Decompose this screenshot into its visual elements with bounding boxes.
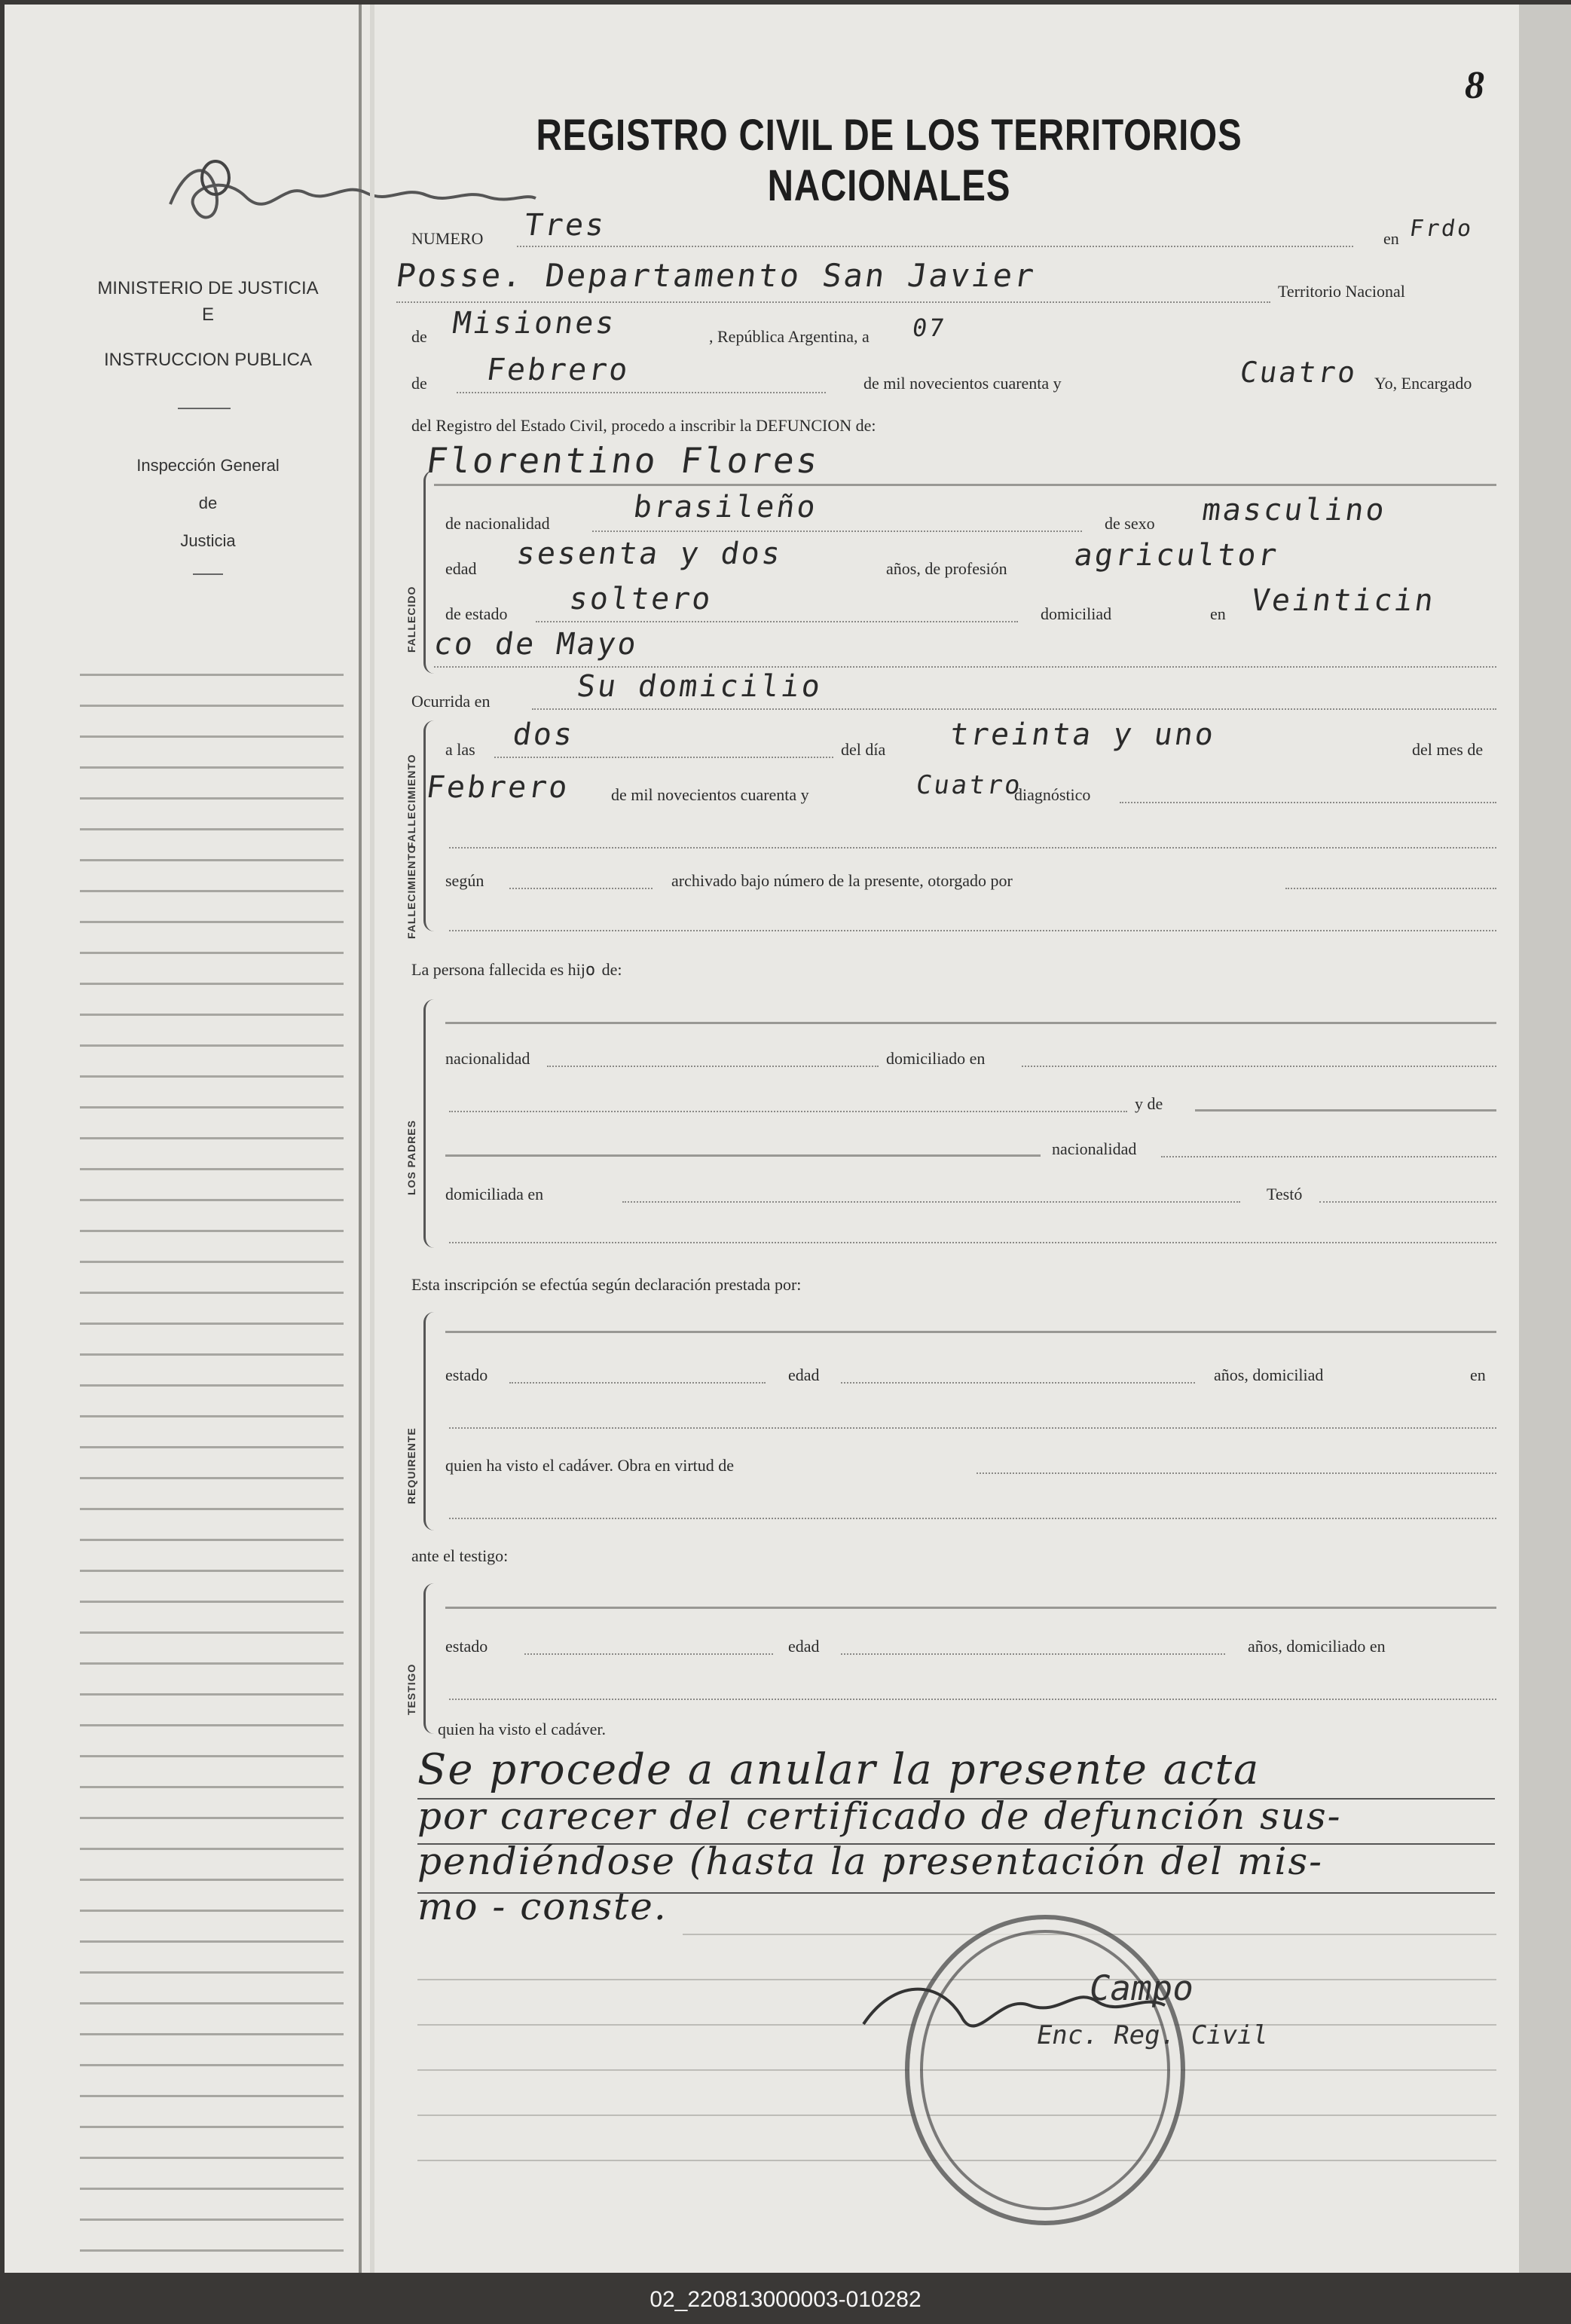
label-r-edad: edad	[788, 1365, 820, 1384]
dots	[517, 244, 1353, 247]
dots	[547, 1064, 879, 1067]
value-edad: sesenta y dos	[514, 537, 785, 571]
rule	[445, 1607, 1496, 1609]
label-profesion: años, de profesión	[886, 559, 1007, 578]
label-nacionalidad: de nacionalidad	[445, 514, 550, 533]
note-line-4: mo - conste.	[417, 1885, 668, 1928]
dots	[536, 619, 1018, 622]
sidebar-divider-2	[193, 573, 223, 575]
bracket-requirente	[423, 1312, 438, 1530]
value-dia-fall: treinta y uno	[947, 717, 1218, 752]
note-line-3: pendiéndose (hasta la presentación del mis-	[417, 1839, 1323, 1883]
value-estado: soltero	[567, 582, 715, 616]
sidebar-divider	[178, 408, 231, 409]
label-registro: del Registro del Estado Civil, procedo a inscribir la DEFUNCION de:	[411, 416, 876, 435]
dots	[449, 1697, 1496, 1700]
label-persona-fallecida	[411, 960, 622, 980]
value-anio: Cuatro	[1237, 356, 1360, 389]
persona-de-text: de:	[601, 960, 622, 979]
value-hora: dos	[510, 717, 577, 752]
dots	[434, 665, 1496, 668]
bracket-fallecimiento	[423, 720, 438, 931]
dots	[509, 1381, 766, 1384]
label-edad: edad	[445, 559, 477, 578]
side-label-padres: LOS PADRES	[405, 1120, 417, 1195]
ministry-line3: INSTRUCCION PUBLICA	[103, 350, 313, 370]
value-nombre: Florentino Flores	[423, 440, 823, 481]
dots	[532, 707, 1496, 710]
label-diagnostico: diagnóstico	[1014, 785, 1091, 804]
dots	[449, 1109, 1127, 1112]
registrar-signature: Campo	[1086, 1968, 1198, 2008]
rule	[1195, 1109, 1496, 1112]
margin-column	[5, 5, 362, 2273]
value-domicilio-a: Veinticin	[1249, 583, 1438, 618]
side-label-requirente: REQUIRENTE	[405, 1427, 417, 1504]
dots	[449, 928, 1496, 931]
value-hij-suffix: o	[585, 961, 598, 980]
label-en: en	[1383, 229, 1399, 248]
label-r-anos-dom: años, domiciliad	[1214, 1365, 1324, 1384]
label-segun: según	[445, 871, 484, 890]
label-r-en: en	[1470, 1365, 1486, 1384]
value-sexo: masculino	[1200, 493, 1389, 527]
value-en: Frdo	[1407, 216, 1475, 242]
side-label-testigo: TESTIGO	[405, 1663, 417, 1715]
label-del-dia: del día	[841, 740, 886, 759]
label-domiciliado: domiciliad	[1041, 604, 1112, 623]
persona-fallecida-text: La persona fallecida es hij	[411, 960, 585, 979]
side-label-fallecido: FALLECIDO	[405, 586, 417, 653]
dots	[1161, 1154, 1496, 1157]
label-ocurrida: Ocurrida en	[411, 692, 491, 711]
value-localidad: Posse. Departamento San Javier	[393, 257, 1039, 294]
registrar-title: Enc. Reg. Civil	[1034, 2020, 1271, 2050]
label-de: de	[411, 327, 427, 346]
label-t-cadaver: quien ha visto el cadáver.	[438, 1720, 606, 1738]
column-separator	[370, 5, 374, 2273]
label-t-estado: estado	[445, 1637, 488, 1656]
label-mil-cuarenta-2: de mil novecientos cuarenta y	[611, 785, 809, 804]
value-mes: Febrero	[484, 353, 632, 387]
page-number: 8	[1465, 64, 1484, 107]
dots	[1120, 800, 1496, 803]
dots	[1319, 1200, 1496, 1203]
ministry-line2: E	[201, 304, 214, 325]
margin-ruled-lines	[80, 645, 344, 2258]
value-ocurrida: Su domicilio	[574, 669, 825, 704]
label-testo: Testó	[1267, 1185, 1303, 1203]
rule	[445, 1022, 1496, 1024]
value-nacionalidad: brasileño	[631, 490, 820, 524]
dots	[457, 390, 826, 393]
label-t-edad: edad	[788, 1637, 820, 1656]
dots	[592, 529, 1082, 532]
label-y-de: y de	[1135, 1094, 1163, 1113]
label-republica: , República Argentina, a	[709, 327, 870, 346]
rule	[445, 1331, 1496, 1333]
label-t-anos-dom: años, domiciliado en	[1248, 1637, 1386, 1656]
note-line-2: por carecer del certificado de defunción sus-	[417, 1794, 1342, 1838]
value-mes-fall: Febrero	[423, 770, 572, 805]
label-de-2: de	[411, 374, 427, 393]
value-anio-fall: Cuatro	[914, 770, 1025, 800]
dots	[449, 1240, 1496, 1243]
value-dia: 07	[910, 313, 949, 342]
label-ante-testigo: ante el testigo:	[411, 1546, 509, 1565]
dots	[449, 1516, 1496, 1519]
label-domiciliada: domiciliada en	[445, 1185, 544, 1203]
bracket-padres	[423, 999, 438, 1248]
label-a-las: a las	[445, 740, 475, 759]
label-r-cadaver: quien ha visto el cadáver. Obra en virtud de	[445, 1456, 735, 1475]
registrar-signature-scribble	[848, 1934, 1270, 2084]
ministry-line1: MINISTERIO DE JUSTICIA	[97, 278, 319, 298]
label-mil-cuarenta: de mil novecientos cuarenta y	[863, 374, 1062, 393]
side-label-fallecimiento-1: FALLECIMIENTO	[405, 754, 417, 849]
dots	[1285, 886, 1496, 889]
label-sexo: de sexo	[1105, 514, 1155, 533]
value-numero: Tres	[521, 208, 609, 243]
label-territorio: Territorio Nacional	[1278, 282, 1405, 301]
bracket-testigo	[423, 1583, 438, 1734]
dots	[509, 886, 653, 889]
dots	[622, 1200, 1240, 1203]
label-en-dom: en	[1210, 604, 1226, 623]
inspection-line1: Inspección General	[136, 456, 280, 475]
rule	[434, 484, 1496, 486]
note-line-1: Se procede a anular la presente acta	[417, 1745, 1261, 1794]
label-yo-encargado: Yo, Encargado	[1374, 374, 1472, 393]
label-estado: de estado	[445, 604, 508, 623]
label-archivado: archivado bajo número de la presente, otorgado por	[671, 871, 1013, 890]
value-territorio: Misiones	[450, 306, 619, 341]
label-inscripcion: Esta inscripción se efectúa según declaración prestada por:	[411, 1275, 802, 1294]
inspection-line2: de	[198, 494, 218, 512]
label-numero: NUMERO	[411, 229, 484, 248]
label-p-nacionalidad-2: nacionalidad	[1052, 1139, 1137, 1158]
dots	[841, 1381, 1195, 1384]
rule	[445, 1154, 1041, 1157]
label-p-domiciliado: domiciliado en	[886, 1049, 986, 1068]
dots	[841, 1652, 1225, 1655]
dots	[1022, 1064, 1496, 1067]
dots	[396, 300, 1270, 303]
value-domicilio-b: co de Mayo	[431, 627, 641, 662]
page-title: REGISTRO CIVIL DE LOS TERRITORIOS NACIONALES	[536, 111, 1242, 210]
footer-image-id: 02_220813000003-010282	[649, 2287, 922, 2312]
side-label-fallecimiento-2: FALLECIMIENTO	[405, 844, 417, 939]
inspection-line3: Justicia	[180, 531, 236, 550]
value-profesion: agricultor	[1071, 538, 1282, 573]
dots	[977, 1471, 1496, 1474]
dots	[524, 1652, 773, 1655]
dots	[449, 1426, 1496, 1429]
label-del-mes: del mes de	[1412, 740, 1484, 759]
book-binding-edge	[1519, 5, 1571, 2273]
dots	[494, 755, 833, 758]
dots	[449, 846, 1496, 849]
label-p-nacionalidad: nacionalidad	[445, 1049, 530, 1068]
register-page	[5, 5, 1519, 2273]
label-r-estado: estado	[445, 1365, 488, 1384]
